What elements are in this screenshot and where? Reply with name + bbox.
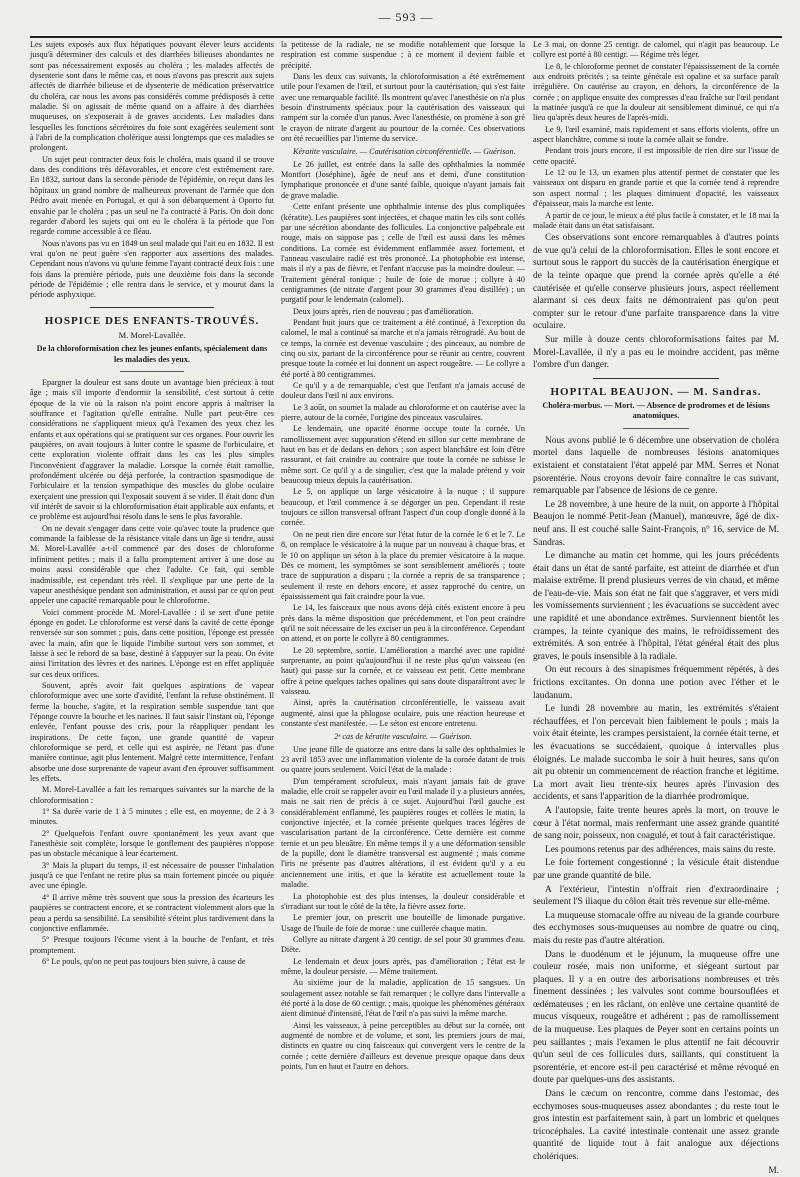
paragraph: Le 9, l'œil examiné, mais rapidement et sans efforts violents, offre un aspect blanchâtre, comme si toute la cornée allait se fondre.	[533, 124, 779, 145]
section-title: HOPITAL BEAUJON. — M. Sandras.	[550, 385, 762, 398]
section-title: HOSPICE DES ENFANTS-TROUVÉS.	[44, 314, 260, 327]
paragraph: Voici comment procède M. Morel-Lavallée : il se sert d'une petite éponge en godet. Le chloroforme est versé dans la cavité de cette éponge renversée sur son sommet ; puis, dans cette position, l'éponge est pressée avec la main, afin que le liquide l'imbibe surtout vers son sommet, et laisse à sec le rebord de sa base, destiné à s'appuyer sur la peau. On évite ainsi l'irritation des lèvres et des narines. L'éponge est en effet appliquée sur ces deux orifices.	[30, 607, 274, 679]
section-subtitle: De la chloroformisation chez les jeunes enfants, spécialement dans les maladies des yeux.	[36, 344, 268, 364]
paragraph: La photophobie est des plus intenses, la douleur considérable et s'irradiant sur tout le côté de la tête, la fièvre assez forte.	[281, 891, 525, 911]
paragraph: Le 5, on applique un large vésicatoire à la nuque ; il suppure beaucoup, et l'œil commence à se dégorger un peu. Cependant il reste toujours ce sillon transversal offrant l'aspect d'un coup d'ongle donné à la cornée.	[281, 487, 525, 528]
paragraph: Pendant trois jours encore, il est impossible de rien dire sur l'issue de cette opacité.	[533, 146, 779, 166]
paragraph: Le foie fortement congestionné ; la vésicule était distendue par une grande quantité de bile.	[533, 858, 779, 881]
paragraph: Nous n'avons pas vu en 1849 un seul malade qui l'ait eu en 1832. Il est vrai qu'on ne peut guère s'en rapporter aux assertions des malades. Cependant nous n'avons vu qu'une femme l'ayant contracté deux fois : une fois dans la première période, puis une deuxième fois dans la seconde période de l'épidémie ; elle rentra dans le service, et y mourut dans la période asphyxique.	[30, 238, 274, 300]
paragraph: Les poumons retenus par des adhérences, mais sains du reste.	[545, 844, 776, 855]
paragraph: 6° Le pouls, qu'on ne peut pas toujours bien suivre, à cause de	[42, 956, 246, 966]
paragraph: Dans le duodénum et le jéjunum, la muqueuse offre une couleur rosée, mais non uniforme, et siégeant surtout par plaques. Il y a en outre des arborisations nombreuses et très finement dessinées ; les valvules sont comme boursouflées et œdémateuses ; en les râclant, on enlève une certaine quantité de mucus visqueux, rougeâtre et adhérent ; pas de ramollissement de la muqueuse. Les plaques de Peyer sont en certains points un peu saillantes ; mais l'examen le plus attentif ne fait découvrir qu'un seul de ces follicules durs, saillants, qui constituent la psorentérie, et encore est-il peu caractérisé et même révoqué en doute par quelques-uns des assistants.	[533, 949, 779, 1086]
paragraph: Epargner la douleur est sans doute un avantage bien précieux à tout âge ; mais s'il importe d'endormir la sensibilité, c'est surtout à cette époque de la vie où la raison n'a point encore appris à maîtriser la souffrance et l'agitation qu'elle entraîne. Nulle part peut-être ces considérations ne s'appliquent mieux qu'à l'examen des yeux chez les enfants et aux opérations qui se pratiquent sur ces organes. Pour ouvrir les paupières, on avait toujours à lutter contre le spasme de l'orbiculaire, et cette exploration violente offrait dans les cas les plus simples l'inconvénient d'aggraver la maladie. Lorsque la cornée était ramollie, profondément ulcérée ou déjà perforée, la contraction spasmodique de l'orbiculaire et la tension sympathique des muscles du globe oculaire exerçaient une pression qui l'exposait souvent à se vider. Il était donc d'un vif intérêt de savoir si la chloroformisation était applicable aux enfants, et ce problème est aujourd'hui résolu dans le sens le plus favorable.	[30, 377, 274, 522]
paragraph: 2° Quelquefois l'enfant ouvre spontanément les yeux avant que l'anesthésie soit complète, lorsque le gonflement des paupières n'oppose pas un obstacle mécanique à leur écartement.	[30, 828, 274, 859]
paragraph: Deux jours après, rien de nouveau ; pas d'amélioration.	[293, 306, 474, 316]
section-author: M. Morel-Lavallée.	[118, 329, 186, 340]
paragraph: Le 12 ou le 13, un examen plus attentif permet de constater que les vaisseaux ont disparu en grande partie et que la cornée tend à reprendre son aspect normal ; les plaques diminuent d'opacité, les vaisseaux d'épaisseur, mais la marche est lente.	[533, 168, 779, 209]
paragraph: Ainsi les vaisseaux, à peine perceptibles au début sur la cornée, ont augmenté de nombre et de volume, et sont, les premiers jours de mai, distincts en quatre ou cinq faisceaux qui convergent vers le centre de la cornée ; cette dernière d'ailleurs est devenue presque opaque dans deux points, l'un en haut et l'autre en dehors.	[281, 1020, 525, 1071]
paragraph: Le 26 juillet, est entrée dans la salle des ophthalmies la nommée Montfort (Joséphine), âgée de neuf ans et demi, d'une constitution lymphatique prononcée et d'une santé faible, quoique n'ayant jamais fait de grave maladie.	[281, 159, 525, 200]
paragraph: Une jeune fille de quatorze ans entre dans la salle des ophthalmies le 23 avril 1853 avec une inflammation violente de la cornée datant de trois ou quatre jours seulement. Voici l'état de la malade :	[281, 744, 525, 775]
paragraph: 3° Mais la plupart du temps, il est nécessaire de pousser l'inhalation jusqu'à ce que l'enfant ne retire plus sa main fortement pincée ou piquée avec une épingle.	[30, 860, 274, 891]
paragraph: D'un tempérament scrofuleux, mais n'ayant jamais fait de grave maladie, elle croit se rappeler avoir eu l'œil malade il y a plusieurs années, mais ne sait rien de précis à ce sujet. Aujourd'hui l'œil gauche est considérablement enflammé, les paupières rouges et collées le matin, la conjonctive injectée, et la cornée présente quelques traces légères de vascularisation partant de la circonférence. Cette dernière est comme ternie et un peu bleuâtre. En même temps il y a une déformation sensible de la pupille, dont le diamètre transversal est augmenté ; mais comme l'iris ne présente pas d'autres altérations, il est évident qu'il y a eu anciennement une iritis, et que la kératite est actuellement toute la maladie.	[281, 776, 525, 890]
paragraph: Ces observations sont encore remarquables à d'autres points de vue qu'à celui de la chloroformisation. Elles le sont encore et surtout sous le rapport du succès de la cautérisation énergique et de la teinte opaque que prend la cornée après qu'elle a été cautérisée et qu'elle conserve plusieurs jours, aspect réellement alarmant si ces deux faits ne démontraient pas qu'on peut compter sur le retour d'une parfaite transparence dans la vitre oculaire.	[533, 233, 779, 332]
paragraph: Le lendemain, une opacité énorme occupe toute la cornée. Un ramollissement avec suppuration s'étend en sillon sur cette membrane de haut en bas et de dedans en dehors ; son aspect blanchâtre est loin d'être rassurant, et fait craindre au contraire que toute la cornée ne subisse le même sort. Ce qu'il y a de singulier, c'est que la malade prétend y voir beaucoup mieux depuis la cautérisation.	[281, 424, 525, 486]
paragraph: Le 14, les faisceaux que nous avons déjà cités existent encore à peu près dans la même disposition que précédemment, et l'on peut craindre qu'il ne soit nécessaire de les exciser un peu à la circonférence. Cependant on attend, et on porte le collyre à 80 centigrammes.	[281, 603, 525, 644]
paragraph: Le premier jour, on prescrit une bouteille de limonade purgative. Usage de l'huile de foie de morue : une cuillerée chaque matin.	[281, 913, 525, 933]
paragraph: Ce qu'il y a de remarquable, c'est que l'enfant n'a jamais accusé de douleur dans l'œil ni aux environs.	[281, 381, 525, 401]
paragraph: A l'extérieur, l'intestin n'offrait rien d'extraordinaire ; seulement l'S iliaque du côlon était très revenue sur elle-même.	[533, 884, 779, 908]
paragraph: Sur mille à douze cents chloroformisations faites par M. Morel-Lavallée, il n'y a pas eu le moindre accident, pas même l'ombre d'un danger.	[533, 334, 779, 371]
header-rule	[30, 36, 782, 38]
column-1	[30, 40, 274, 1165]
paragraph: Le 3 août, on soumet la malade au chloroforme et on cautérise avec la pierre, autour de la cornée, l'origine des pinceaux vasculaires.	[281, 402, 525, 423]
paragraph: 1° Sa durée varie de 1 à 5 minutes ; elle est, en moyenne, de 2 à 3 minutes.	[30, 807, 274, 827]
paragraph: 4° Il arrive même très souvent que sous la pression des écarteurs les paupières se contractent encore, et se contractent violemment alors que la peau a perdu sa sensibilité. La sensibilité s'éteint plus tardivement dans la conjonctive enflammée.	[30, 892, 274, 933]
paragraph: La muqueuse stomacale offre au niveau de la grande courbure des ecchymoses sous-muqueuses au nombre de quatre ou cinq, mais du reste pas d'autre altération.	[533, 910, 779, 946]
paragraph: Souvent, après avoir fait quelques aspirations de vapeur chloroformique avec une sorte d'avidité, l'enfant la refuse obstinément. Il ferme la bouche, s'agite, et la respiration semble suspendue tant que l'éponge couvre la bouche et les narines. Il faut saisir l'instant où, l'éponge enlevée, l'enfant pousse des cris, pour la réappliquer pendant les inspirations. De cette façon, une grande quantité de vapeur chloroformique se perd, et celle qui est aspirée, ne l'étant pas d'une manière continue, agit plus lentement. Malgré cette intermittence, l'enfant absorbe une dose surprenante de vapeur avant d'en éprouver suffisamment les effets.	[30, 680, 274, 784]
paragraph: Au sixième jour de la maladie, application de 15 sangsues. Un soulagement assez notable se fait remarquer ; le collyre dans l'intervalle a été porté à la dose de 60 centigr. ; mais, quoique les phénomènes généraux aient diminué d'intensité, l'état de l'œil n'a pas suivi la même marche.	[281, 978, 525, 1019]
column-2	[281, 40, 525, 1165]
section-divider	[593, 378, 719, 379]
section-subtitle: Choléra-morbus. — Mort. — Absence de prodromes et de lésions anatomiques.	[542, 401, 770, 421]
paragraph: A partir de ce jour, le mieux a été plus facile à constater, et le 18 mai la malade était dans un état satisfaisant.	[533, 210, 779, 230]
paragraph: Dans les deux cas suivants, la chloroformisation a été extrêmement utile pour l'examen de l'œil, et surtout pour la cautérisation, qui s'est faite avec une remarquable facilité. Ils montrent qu'avec l'anesthésie on n'a plus besoin d'instruments spéciaux pour la cautérisation des vaisseaux qui rampent sur la cornée d'un panus. Avec l'anesthésie, on promène à son gré le crayon de nitrate d'argent au pourtour de la cornée. Ces observations ont été recueillies par l'interne du service.	[281, 72, 525, 144]
subtitle-divider	[623, 428, 689, 429]
paragraph: Ainsi, après la cautérisation circonférentielle, le vaisseau avait augmenté, ainsi que la phlogose oculaire, puis une réaction heureuse et constante s'est manifestée. — Le séton est encore entretenu.	[281, 698, 525, 728]
page-header	[30, 10, 782, 32]
paragraph: Cette enfant présente une ophthalmie intense des plus compliquées (kératite). Les paupières sont injectées, et chaque matin les cils sont collés par une sécrétion abondante des follicules. La conjonctive palpébrale est rouge, mais on suppose pas ; celle de l'œil est aussi dans les mêmes conditions. La cornée est évidemment enflammée assez fortement, et l'anneau vasculaire radié est très prononcé. La photophobie est intense, mais il n'y a pas de fièvre, et l'enfant n'accuse pas la moindre douleur. — Traitement général tonique ; huile de foie de morue ; collyre à 40 centigrammes (de nitrate d'argent pour 30 grammes d'eau distillée) ; un purgatif pour le lendemain (calomel).	[281, 202, 525, 305]
paragraph: On eut recours à des sinapismes fréquemment répétés, à des frictions excitantes. On donna une potion avec l'éther et le laudanum.	[533, 665, 779, 701]
paragraph: Le dimanche au matin cet homme, qui les jours précédents était dans un état de santé parfaite, est atteint de diarrhée et d'un malaise extrême. Il prend plusieurs verres de vin chaud, et même de l'eau-de-vie. Mais son état ne fait que s'aggraver, et vers midi les vomissements surviennent ; les évacuations se succèdent avec une rapidité et une abondance extrêmes. Surviennent bientôt les crampes, la teinte cyanique des mains, le refroidissement des extrémités. A son entrée à l'hôpital, l'état général était des plus graves, le pouls insensible à la radiale.	[533, 551, 779, 662]
signature: M.	[768, 1165, 779, 1176]
paragraph: M. Morel-Lavallée a fait les remarques suivantes sur la marche de la chloroformisation :	[30, 785, 274, 805]
paragraph: Le 20 septembre, sortie. L'amélioration a marché avec une rapidité surprenante, au point qu'aujourd'hui il ne reste plus qu'un vaisseau (en haut) qui passe sur la cornée, et ce vaisseau est petit. Cette membrane offre à peine quelques taches opalines qui sans doute disparaîtront avec le vaisseau.	[281, 645, 525, 696]
paragraph: Le 8, le chloroforme permet de constater l'épaississement de la cornée aux endroits précités ; sa teinte générale est opaline et sa surface paraît irrégulière. On cautérise au crayon, en dehors, la circonférence de la cornée ; on applique ensuite des compresses d'eau fraîche sur l'œil pendant la matinée jusqu'à ce que la douleur ait sensiblement diminué, ce qui n'a lieu qu'après deux heures de l'après-midi.	[533, 61, 779, 123]
paragraph: Le 28 novembre, à une heure de la nuit, on apporte à l'hôpital Beaujon le nommé Petit-Jean (Manuel), manœuvre, âgé de dix-neuf ans. Il est couché salle Saint-François, n° 16, service de M. Sandras.	[533, 499, 779, 548]
paragraph: la petitesse de la radiale, ne se modifie notablement que lorsque la respiration est comme suspendue ; à ce moment il devient faible et précipité.	[281, 40, 525, 70]
subtitle-divider	[120, 371, 184, 372]
paragraph: Collyre au nitrate d'argent à 20 centigr. de sel pour 30 grammes d'eau. Diète.	[281, 934, 525, 955]
paragraph: Les sujets exposés aux flux hépatiques pouvant élever leurs accidents jusqu'à déterminer des calculs et des diarrhées bilieuses abondantes ne sont pas nécessairement exposés au choléra ; les malades affectés de dysenterie sont dans le même cas, et nous n'avons pas prescrit aux sujets affectés de diarrhée bilieuse et de dysenterie de médication préservatrice du choléra, car nous les avons pas considérés comme prédisposés à cette maladie. Si on agissait de même quand on a affaire à des diarrhées muqueuses, on s'exposerait à de graves accidents. Les maladies dans lesquelles les fonctions sécrétoires du foie sont exagérées seulement sont à l'abri de la complication cholérique aussi longtemps que ces maladies se prolongent.	[30, 40, 274, 153]
case-title: Kératite vasculaire. — Cautérisation circonférentielle. — Guérison.	[293, 147, 516, 157]
paragraph: 5° Presque toujours l'écume vient à la bouche de l'enfant, et très promptement.	[30, 935, 274, 955]
paragraph: Pendant huit jours que ce traitement a été continué, à l'exception du calomel, le mal a continué sa marche et n'a jamais rétrogradé. Au bout de ce temps, la cornée est devenue vasculaire ; des pinceaux, au nombre de cinq ou six, partant de la circonférence pour se réunir au centre, couvrent presque toute la cornée et lui donnent un aspect rougeâtre. — Le collyre a été porté à 80 centigrammes.	[281, 317, 525, 379]
paragraph: Le lundi 28 novembre au matin, les extrémités s'étaient réchauffées, et l'on percevait bien faiblement le pouls ; mais la voix était éteinte, les crampes persistaient, la cornée était terne, et les évacuations se succédaient, quoique à intervalles plus éloignés. Le malade succomba le soir à huit heures, sans qu'on ait pu obtenir un commencement de réaction franche et légitime. La mort avait lieu trente-six heures après l'invasion des accidents, et sans l'apparition de la diarrhée prodromique.	[533, 704, 779, 803]
page-number: — 593 —	[378, 10, 434, 24]
paragraph: Le 3 mai, on donne 25 centigr. de calomel, qui n'agit pas beaucoup. Le collyre est porté à 80 centigr. — Régime très léger.	[533, 40, 779, 60]
paragraph: A l'autopsie, faite trente heures après la mort, on trouve le cœur à l'état normal, mais renfermant une assez grande quantité de sang noir, poisseux, non coagulé, et tout à fait caractéristique.	[533, 805, 779, 842]
paragraph: Nous avons publié le 6 décembre une observation de choléra mortel dans laquelle de nombreuses lésions anatomiques existaient et constataient l'état appelé par MM. Serres et Nonat psorentérie. Nous croyons devoir faire connaître le cas suivant, remarquable par l'absence de lésions de ce genre.	[533, 435, 779, 497]
paragraph: Dans le cæcum on rencontre, comme dans l'estomac, des ecchymoses sous-muqueuses assez abondantes ; du reste tout le gros intestin est parfaitement sain, à part un lombric et quelques tricocéphales. La cavité intestinale contenait une assez grande quantité de liquide tout à fait analogue aux déjections cholériques.	[533, 1089, 779, 1162]
column-3	[533, 40, 779, 1176]
paragraph: Le lendemain et deux jours après, pas d'amélioration ; l'état est le même, la douleur persiste. — Même traitement.	[281, 956, 525, 976]
paragraph: On ne devait s'engager dans cette voie qu'avec toute la prudence que commande la faiblesse de la résistance vitale dans un âge si tendre, aussi M. Morel-Lavallée a-t-il commencé par des doses de chloroforme infiniment petites ; mais il a fallu promptement arriver à une dose au moins aussi considérable que chez l'adulte. Ce fait, qui semble inadmissible, est cependant très réel. Il s'explique par une perte de la vapeur anesthésique pendant son administration, et aussi par ce qu'on peut appeler une capacité remarquable pour le chloroforme.	[30, 523, 274, 606]
section-divider	[90, 307, 214, 308]
paragraph: On ne peut rien dire encore sur l'état futur de la cornée le 6 et le 7. Le 8, on remplace le vésicatoire à la nuque par un nouveau à chaque bras, et le 10 on applique un séton à la place du premier vésicatoire à la nuque. Dès ce moment, les symptômes se sont sensiblement améliorés ; toute trace de suppuration a disparu ; la cornée a repris de sa transparence ; seulement il reste en dehors encore, et assez rapproché du centre, un épaississement qui fait craindre pour la vue.	[281, 529, 525, 601]
paragraph: Un sujet peut contracter deux fois le choléra, mais quand il se trouve dans des conditions très défavorables, et encore c'est extrêmement rare. En 1832, surtout dans la seconde période de l'épidémie, on reçut dans les hôpitaux un grand nombre de malheureux provenant de l'armée que don Pédro avait menée en Portugal, et qui à son débarquement à Oporto fut envahie par le choléra ; pas un seul ne l'a contracté à Paris. On doit donc regarder d'abord les sujets qui ont eu le choléra à la période que l'on regarde comme accessible à ce fléau.	[30, 154, 274, 237]
case-title: 2ᵉ cas de kératite vasculaire. — Guérison.	[334, 732, 472, 742]
